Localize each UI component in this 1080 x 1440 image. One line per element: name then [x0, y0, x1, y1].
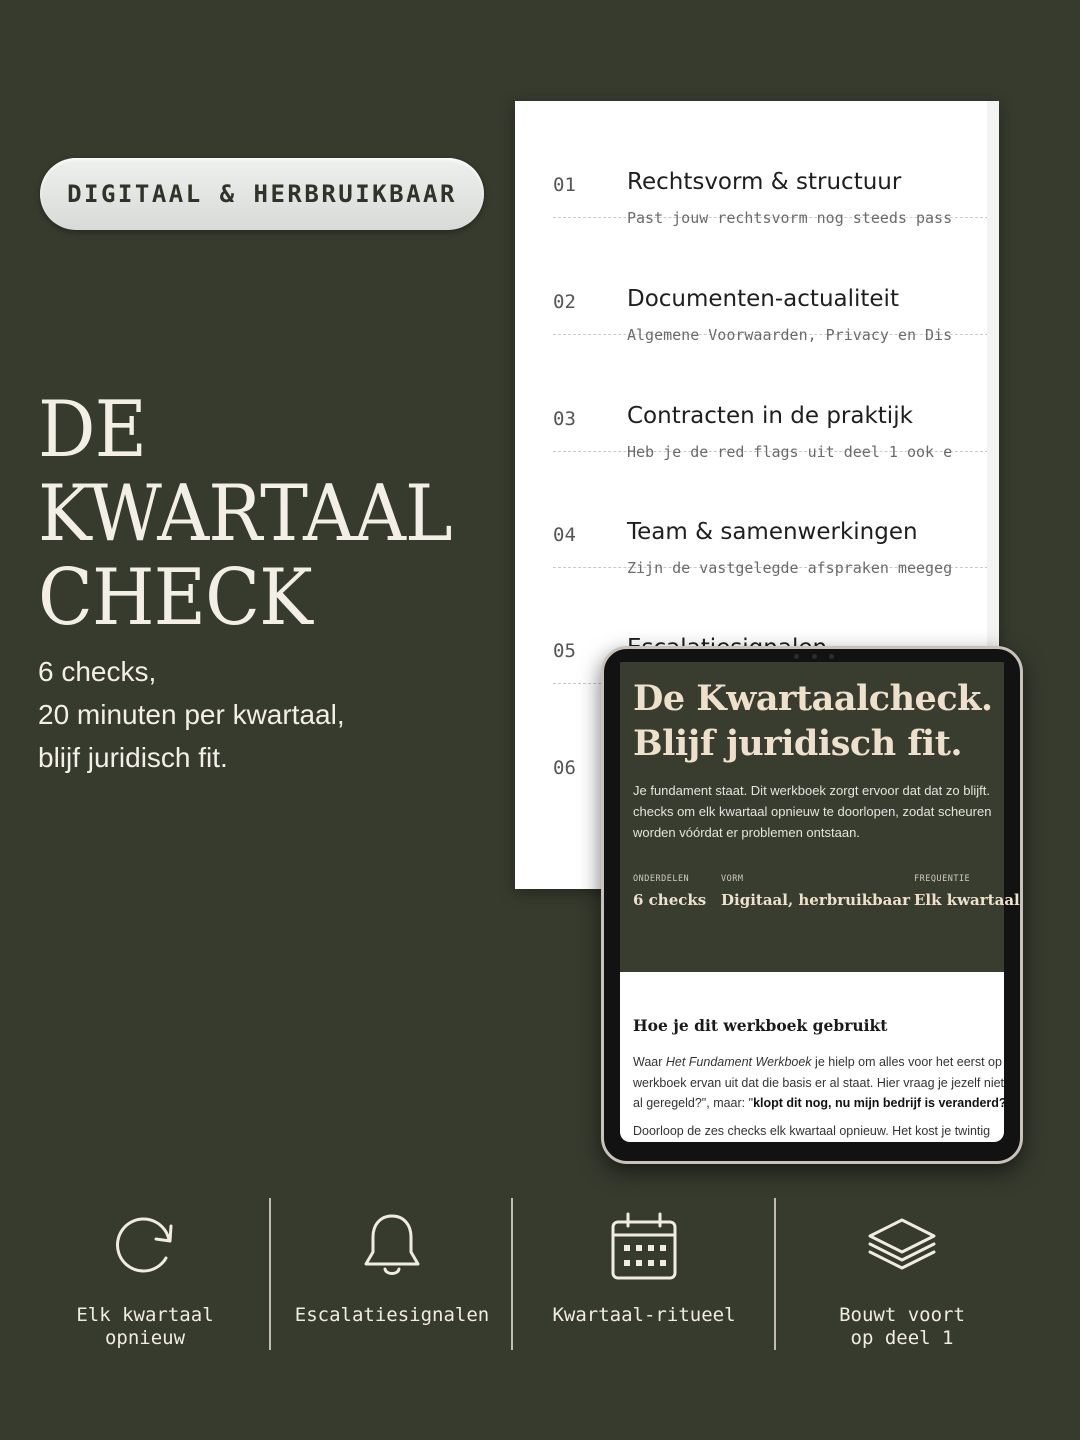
feature-label: Elk kwartaal opnieuw — [76, 1304, 214, 1349]
layers-icon — [866, 1210, 938, 1282]
screen-heading-line-1: De Kwartaalcheck. — [633, 678, 993, 719]
screen-hero — [620, 662, 1020, 972]
title-line-1: DE — [38, 385, 147, 475]
check-description: Past jouw rechtsvorm nog steeds pass — [627, 209, 953, 227]
intro-line: worden vóórdat er problemen ontstaan. — [633, 825, 860, 840]
feature-calendar — [514, 1198, 774, 1350]
feature-refresh — [20, 1198, 270, 1350]
bell-icon — [356, 1210, 428, 1282]
subtitle-line-2: 20 minuten per kwartaal, — [38, 699, 345, 730]
checklist-item — [553, 218, 993, 344]
format-badge: DIGITAAL & HERBRUIKBAAR — [40, 158, 484, 230]
intro-line: checks om elk kwartaal opnieuw te doorlopen, zodat scheuren — [633, 804, 992, 819]
divider — [774, 1198, 776, 1350]
body-line: Doorloop de zes checks elk kwartaal opnieuw. Het kost je twintig — [633, 1123, 991, 1138]
check-number: 03 — [553, 408, 576, 430]
check-title: Team & samenwerkingen — [627, 519, 918, 545]
screen-intro — [633, 780, 1053, 843]
section-body — [633, 1052, 1007, 1141]
meta-value: Digitaal, herbruikbaar — [721, 891, 910, 909]
product-title — [38, 385, 452, 643]
body-line: al geregeld?", maar: "klopt dit nog, nu mijn bedrijf is veranderd? — [633, 1096, 1007, 1110]
meta-vorm — [721, 874, 910, 909]
camera-dots — [794, 654, 834, 660]
check-number: 06 — [553, 757, 576, 779]
check-description: Heb je de red flags uit deel 1 ook e — [627, 443, 953, 461]
body-line: Waar Het Fundament Werkboek je hielp om alles voor het eerst op — [633, 1055, 1002, 1069]
feature-label: Kwartaal-ritueel — [552, 1304, 736, 1326]
intro-line: Je fundament staat. Dit werkboek zorgt ervoor dat dat zo blijft. — [633, 783, 990, 798]
check-number: 01 — [553, 174, 576, 196]
check-title: Contracten in de praktijk — [627, 403, 913, 429]
tablet-screen — [620, 662, 1020, 1142]
checklist-item — [553, 451, 993, 577]
divider — [511, 1198, 513, 1350]
screen-heading-line-2: Blijf juridisch fit. — [633, 723, 963, 764]
screen-heading — [633, 676, 993, 766]
divider — [269, 1198, 271, 1350]
feature-layers — [777, 1198, 1027, 1350]
meta-frequentie — [914, 874, 1020, 909]
meta-label: FREQUENTIE — [914, 874, 971, 884]
calendar-icon — [608, 1210, 680, 1282]
tablet-mockup — [601, 646, 1023, 1164]
check-number: 05 — [553, 640, 576, 662]
product-subtitle — [38, 650, 345, 779]
title-line-3: CHECK — [38, 553, 312, 643]
checklist-item — [553, 335, 993, 461]
checklist-item — [553, 101, 993, 227]
meta-value: Elk kwartaal — [914, 891, 1020, 909]
check-description: Algemene Voorwaarden, Privacy en Dis — [627, 326, 953, 344]
check-title: Rechtsvorm & structuur — [627, 169, 902, 195]
section-title: Hoe je dit werkboek gebruikt — [633, 1016, 888, 1035]
meta-label: VORM — [721, 874, 744, 884]
feature-label: Bouwt voort op deel 1 — [839, 1304, 965, 1349]
subtitle-line-1: 6 checks, — [38, 656, 157, 687]
meta-value: 6 checks — [633, 891, 707, 909]
meta-onderdelen — [633, 874, 706, 909]
check-number: 02 — [553, 291, 576, 313]
feature-label: Escalatiesignalen — [294, 1304, 490, 1326]
meta-label: ONDERDELEN — [633, 874, 690, 884]
refresh-icon — [109, 1210, 181, 1282]
check-description: Zijn de vastgelegde afspraken meegeg — [627, 559, 953, 577]
features-row — [20, 1198, 1060, 1350]
title-line-2: KWARTAAL — [38, 469, 452, 559]
check-number: 04 — [553, 524, 576, 546]
subtitle-line-3: blijf juridisch fit. — [38, 742, 228, 773]
check-title: Documenten-actualiteit — [627, 286, 899, 312]
feature-bell — [272, 1198, 512, 1350]
body-line: werkboek ervan uit dat die basis er al staat. Hier vraag je jezelf niet — [633, 1075, 1005, 1090]
